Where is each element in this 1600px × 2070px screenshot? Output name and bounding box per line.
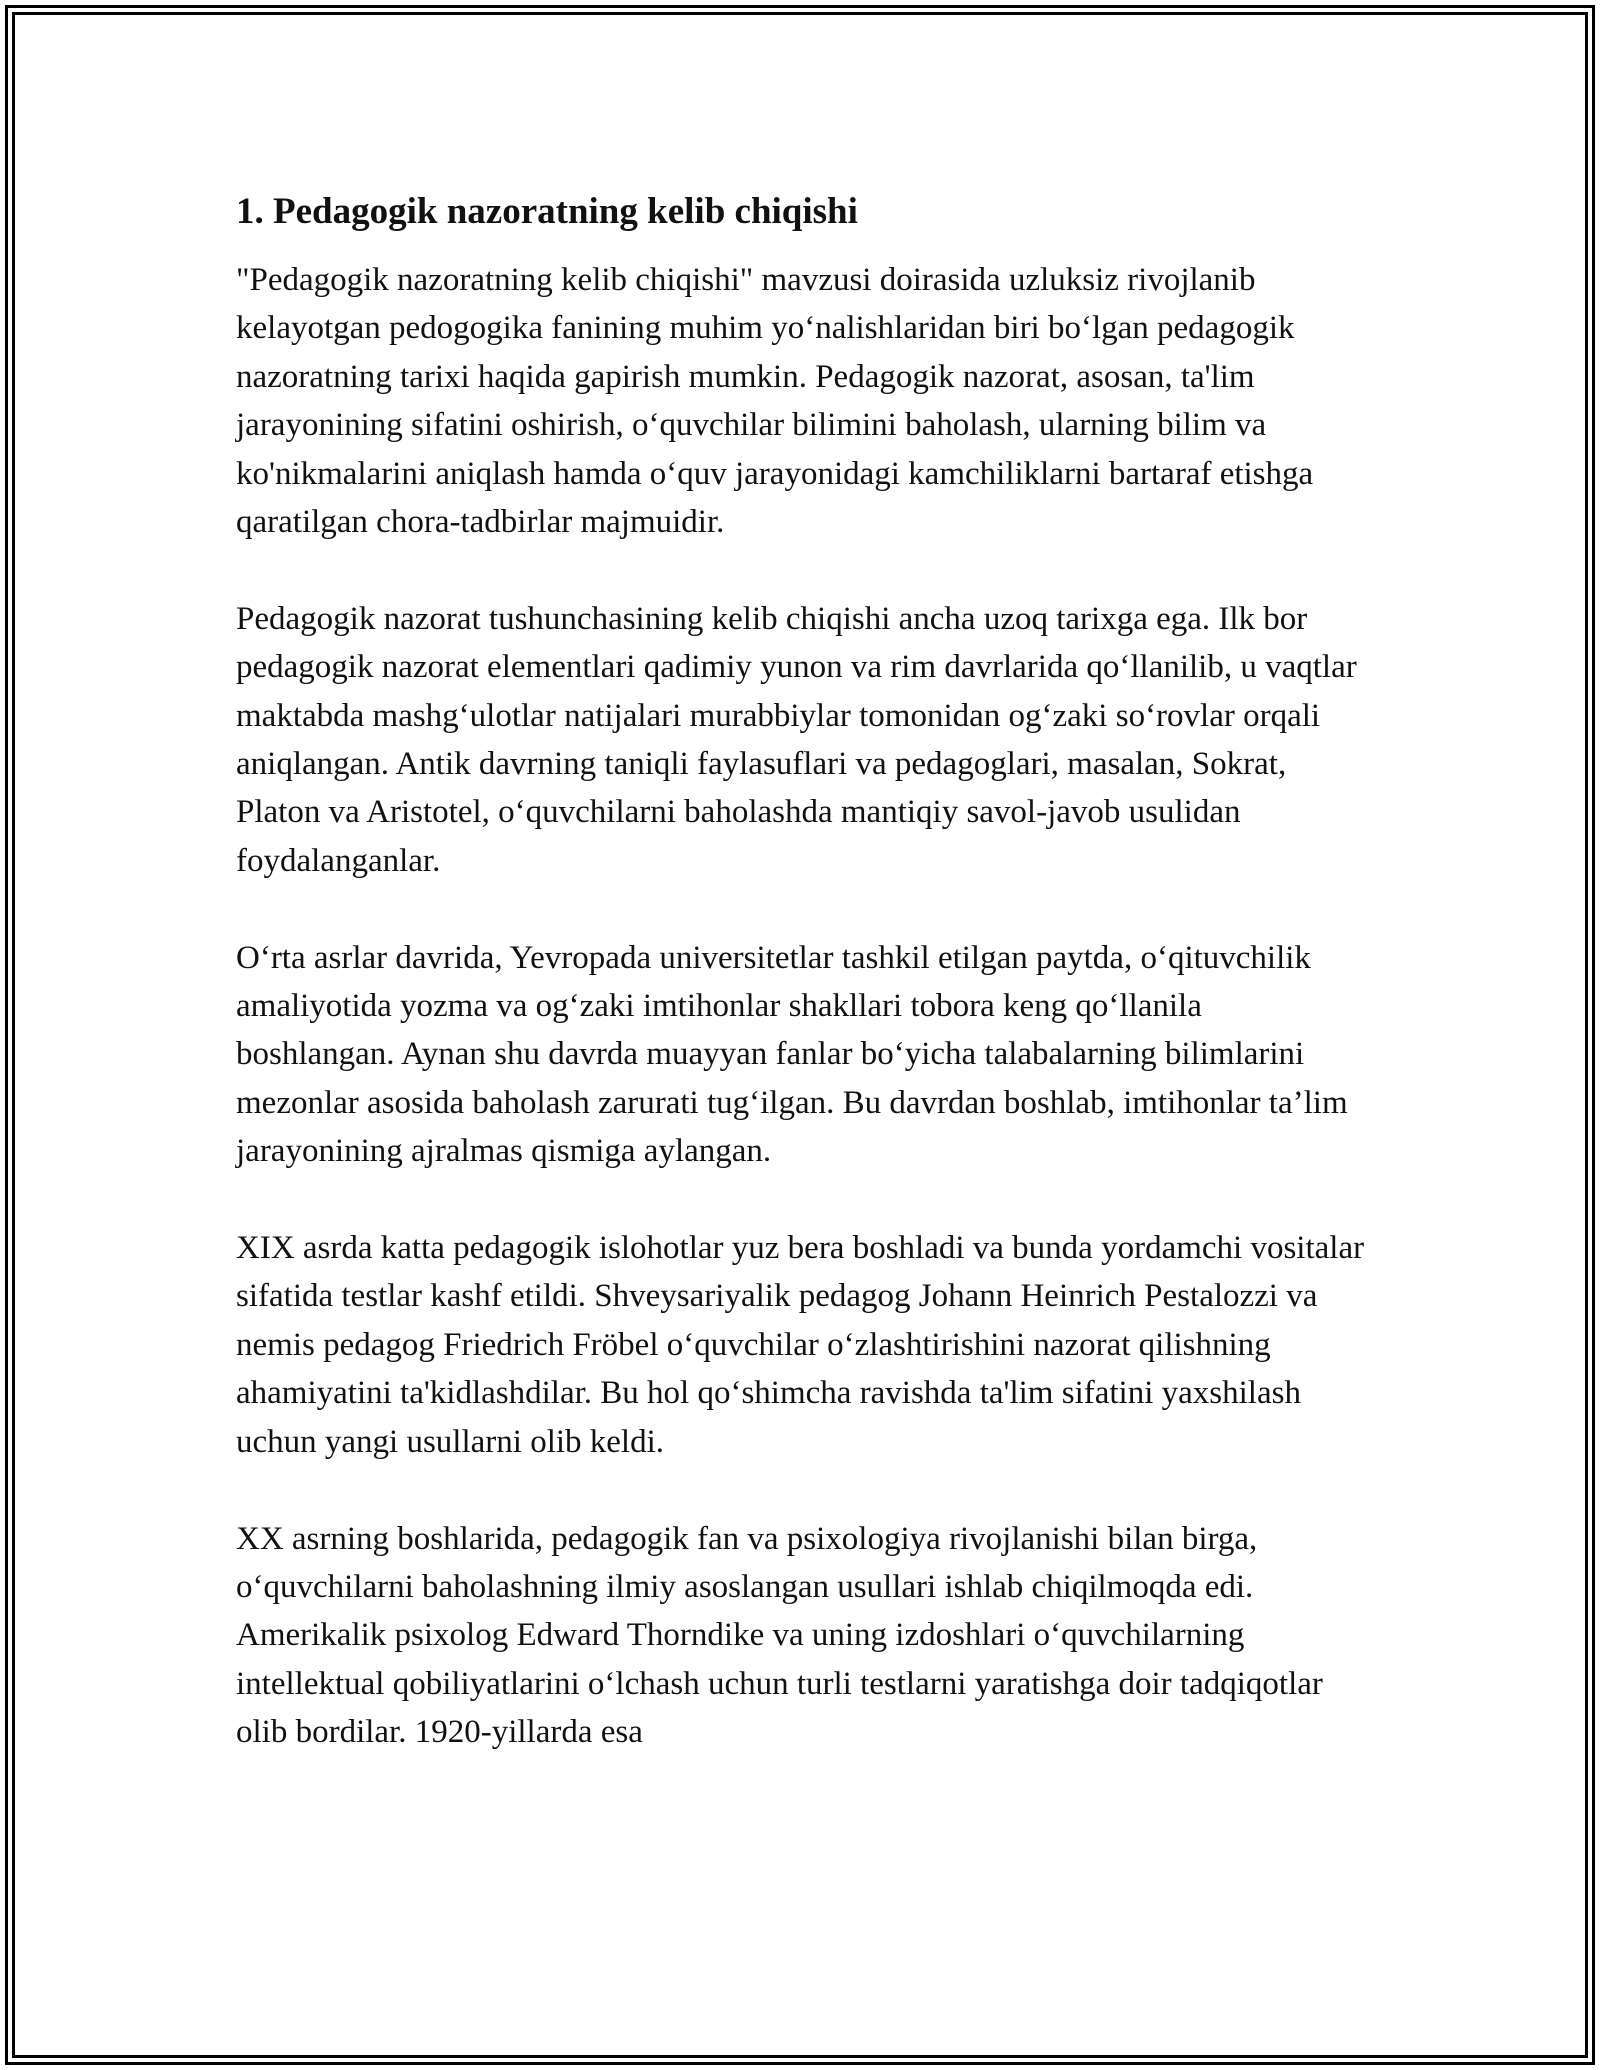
paragraph-antiquity: Pedagogik nazorat tushunchasining kelib chiqishi ancha uzoq tarixga ega. Ilk bor pedagogik nazorat elementlari qadimiy yunon va rim davrlarida qo‘llanilib, u vaqtlar maktabda mashg‘ulotlar natijalari murabbiylar tomonidan og‘zaki so‘rovlar orqali aniqlangan. Antik davrning taniqli faylasuflari va pedagoglari, masalan, Sokrat, Platon va Aristotel, o‘quvchilarni baholashda mantiqiy savol-javob usulidan foydalanganlar. bbox=[236, 600, 1357, 879]
paragraph-middle-ages: O‘rta asrlar davrida, Yevropada universitetlar tashkil etilgan paytda, o‘qituvchilik amaliyotida yozma va og‘zaki imtihonlar shakllari tobora keng qo‘llanila boshlangan. Aynan shu davrda muayyan fanlar bo‘yicha talabalarning bilimlarini mezonlar asosida baholash zarurati tug‘ilgan. Bu davrdan boshlab, imtihonlar ta’lim jarayonining ajralmas qismiga aylangan. bbox=[236, 939, 1348, 1170]
document-body bbox=[236, 188, 1366, 1805]
paragraph-19th-century: XIX asrda katta pedagogik islohotlar yuz bera boshladi va bunda yordamchi vositalar sifatida testlar kashf etildi. Shveysariyalik pedagog Johann Heinrich Pestalozzi va nemis pedagog Friedrich Fröbel o‘quvchilar o‘zlashtirishini nazorat qilishning ahamiyatini ta'kidlashdilar. Bu hol qo‘shimcha ravishda ta'lim sifatini yaxshilash uchun yangi usullarni olib keldi. bbox=[236, 1230, 1365, 1460]
section-heading: 1. Pedagogik nazoratning kelib chiqishi bbox=[236, 191, 858, 232]
paragraph-intro: "Pedagogik nazoratning kelib chiqishi" mavzusi doirasida uzluksiz rivojlanib kelayotgan pedogogika fanining muhim yo‘nalishlaridan biri bo‘lgan pedagogik nazoratning tarixi haqida gapirish mumkin. Pedagogik nazorat, asosan, ta'lim jarayonining sifatini oshirish, o‘quvchilar bilimini baholash, ularning bilim va ko'nikmalarini aniqlash hamda o‘quv jarayonidagi kamchiliklarni bartaraf etishga qaratilgan chora-tadbirlar majmuidir. bbox=[236, 262, 1314, 541]
paragraph-20th-century: XX asrning boshlarida, pedagogik fan va psixologiya rivojlanishi bilan birga, o‘quvchilarni baholashning ilmiy asoslangan usullari ishlab chiqilmoqda edi. Amerikalik psixolog Edward Thorndike va uning izdoshlari o‘quvchilarning intellektual qobiliyatlarini o‘lchash uchun turli testlarni yaratishga doir tadqiqotlar olib bordilar. 1920-yillarda esa bbox=[236, 1520, 1323, 1751]
